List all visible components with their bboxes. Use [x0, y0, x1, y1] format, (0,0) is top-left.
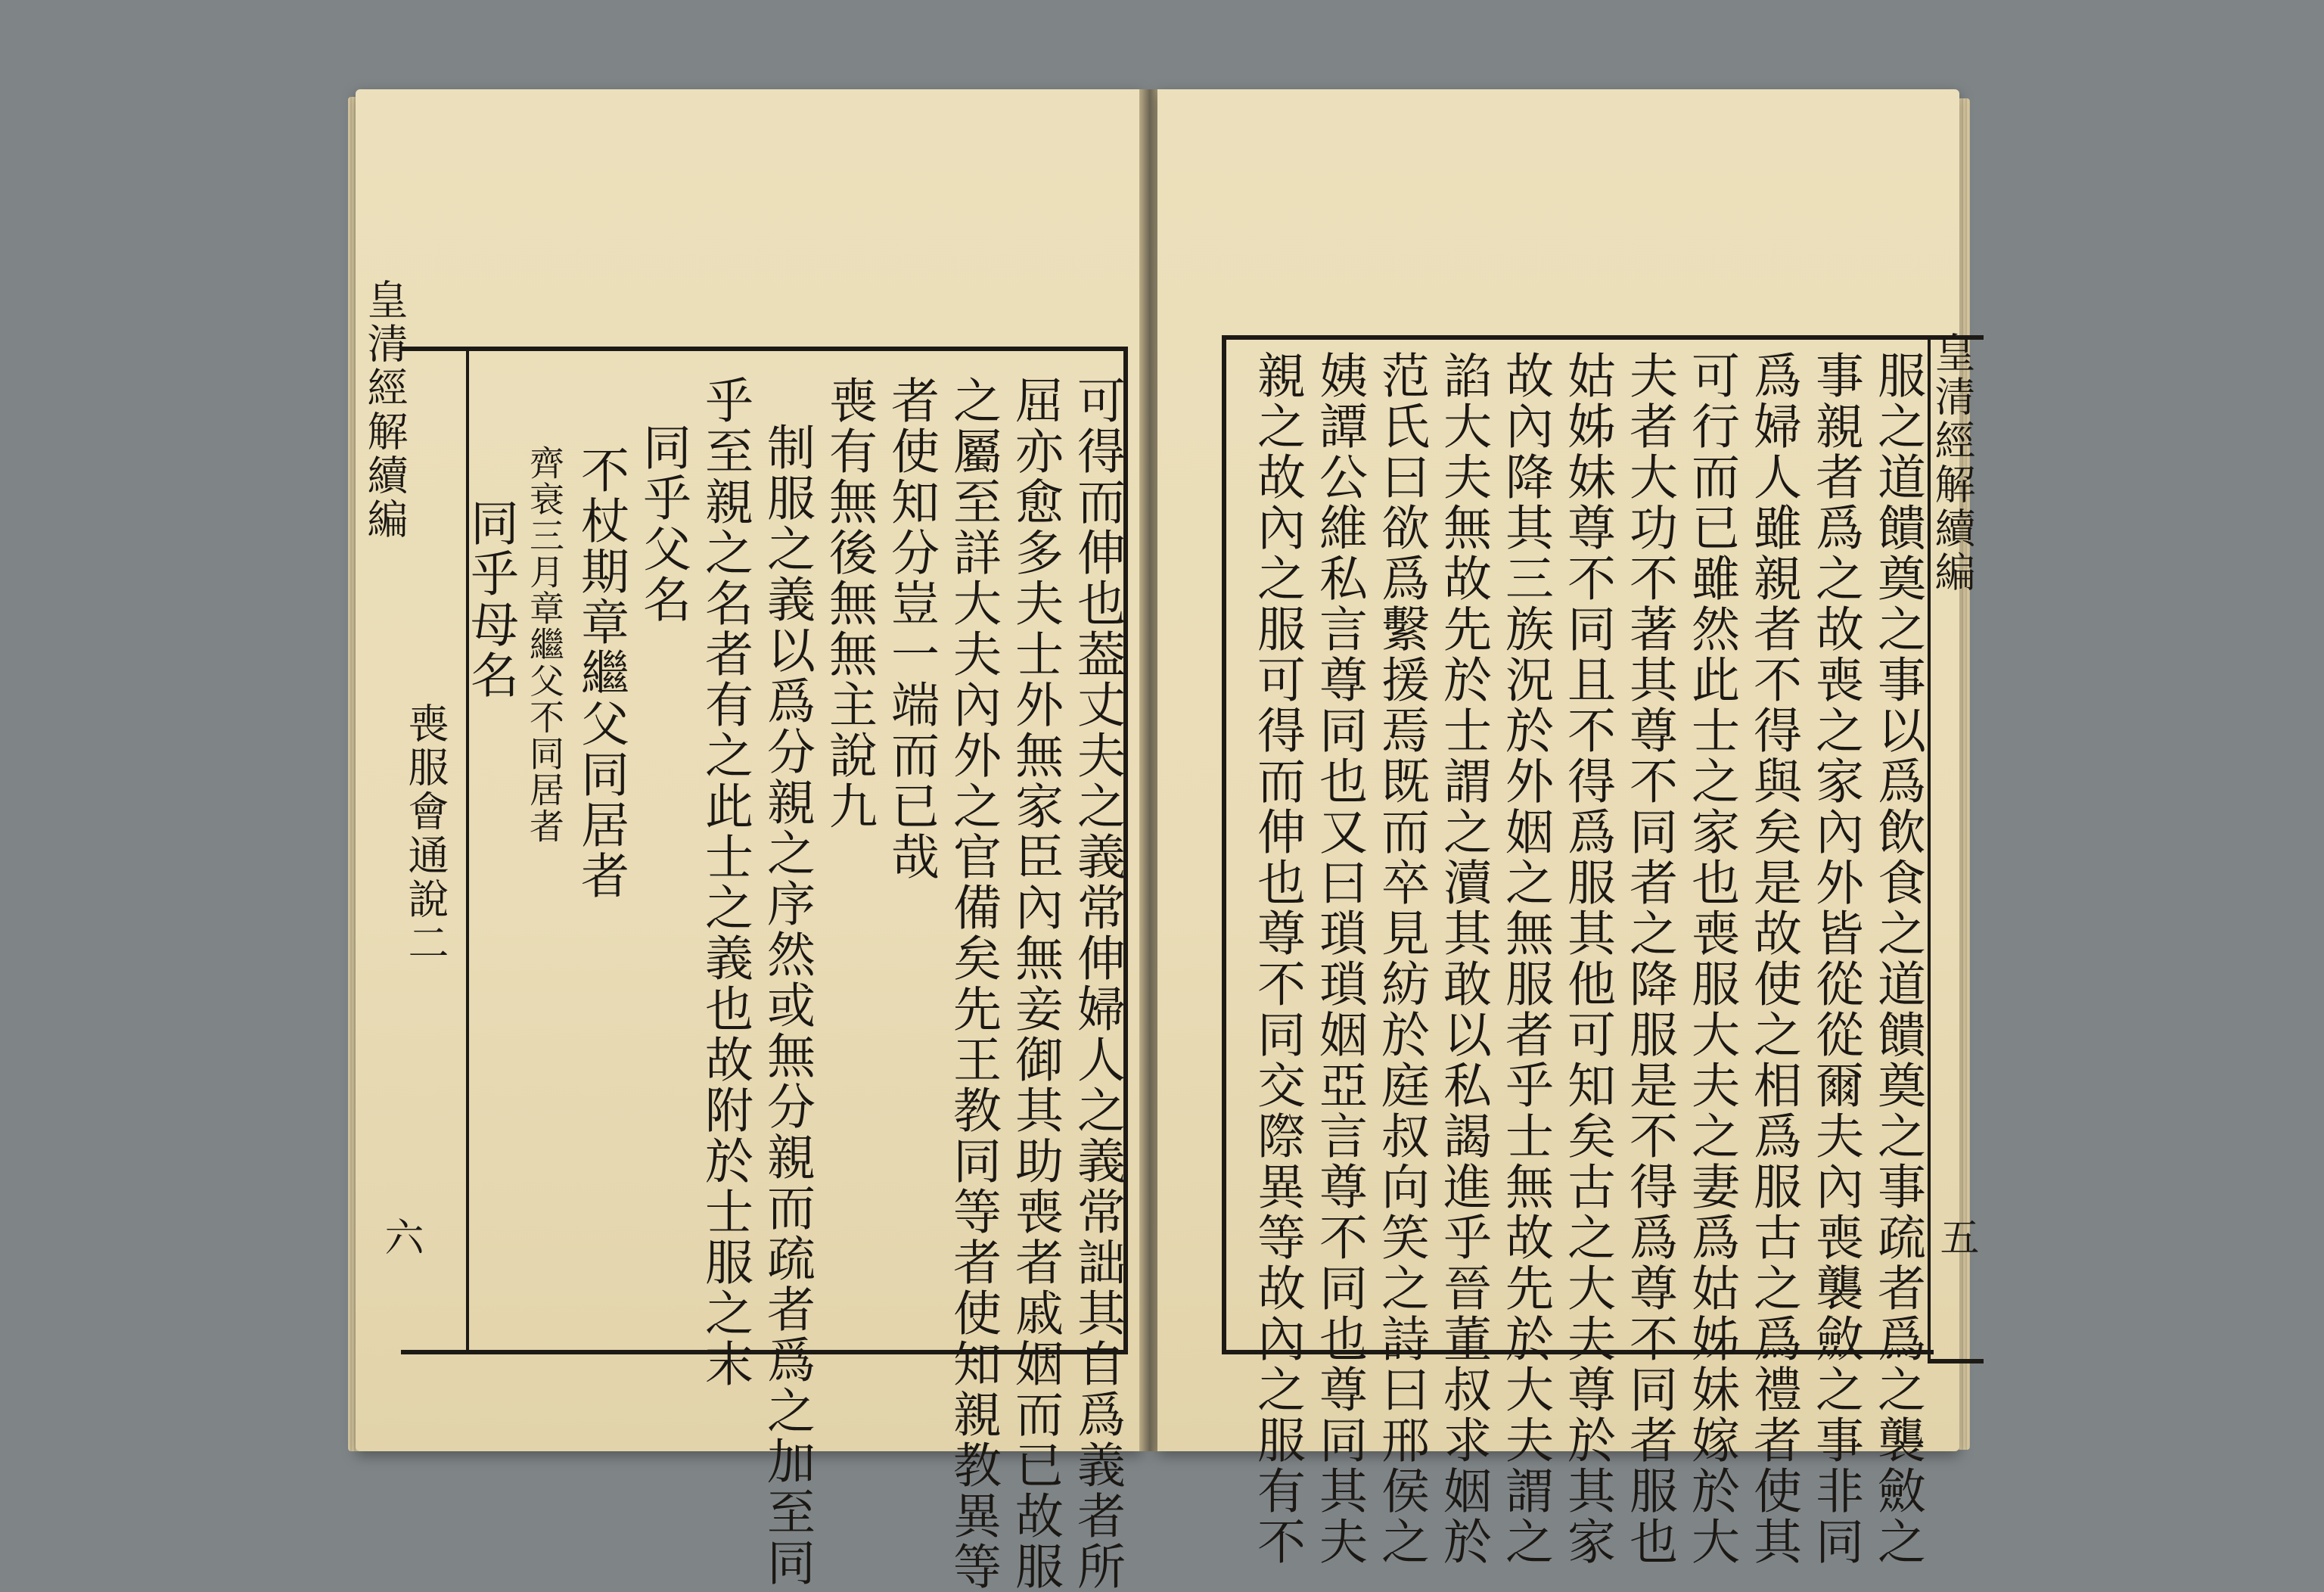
left-text-column-4: 者使知分豈一端而已哉: [883, 375, 939, 882]
right-text-column-5: 夫者大功不著其尊不同者之降服是不得爲尊不同者服也: [1621, 350, 1677, 1567]
right-text-column-1: 服之道饋奠之事以爲飲食之道饋奠之事疏者爲之襲斂之: [1869, 350, 1925, 1567]
left-section-title: 喪服會通說二: [402, 702, 449, 965]
open-book: [356, 89, 1978, 1592]
right-text-column-2: 事親者爲之故喪之家內外皆從從爾夫內喪襲斂之事非同: [1807, 350, 1863, 1567]
left-text-column-11: 同乎母名: [462, 498, 518, 701]
right-text-column-3: 爲婦人雖親者不得與矣是故使之相爲服古之爲禮者使其: [1745, 350, 1801, 1567]
left-text-column-5: 喪有無後無無主說九: [821, 375, 877, 832]
right-text-column-8: 諂大夫無故先於士謂之瀆其敢以私謁進乎晉董叔求姻於: [1435, 350, 1491, 1567]
left-margin-title: 皇清經解續編: [361, 278, 409, 542]
left-text-column-9: 不杖期章繼父同居者: [573, 445, 629, 901]
right-text-column-10: 姨譚公維私言尊同也又曰瑣瑣姻亞言尊不同也尊同其夫: [1311, 350, 1367, 1567]
right-text-column-6: 姑姊妹尊不同且不得爲服其他可知矣古之大夫尊於其家: [1559, 350, 1615, 1567]
left-text-column-7: 乎至親之名者有之此士之義也故附於士服之末: [697, 375, 753, 1389]
right-page: [1157, 89, 1978, 1567]
left-text-column-2: 屈亦愈多夫士外無家臣內無妾御其助喪者戚姻而已故服: [1007, 375, 1063, 1592]
left-text-column-8: 同乎父名: [635, 422, 691, 625]
left-text-column-10: 齊衰三月章繼父不同居者: [524, 445, 565, 844]
right-folio: 五: [1933, 1217, 1978, 1256]
left-folio: 六: [377, 1217, 423, 1256]
right-margin-title: 皇清經解續編: [1928, 331, 1976, 595]
right-text-column-11: 親之故內之服可得而伸也尊不同交際異等故內之服有不: [1249, 350, 1305, 1567]
right-text-column-4: 可行而已雖然此士之家也喪服大夫之妻爲姑姊妹嫁於大: [1683, 350, 1739, 1567]
right-text-column-7: 故內降其三族況於外姻之無服者乎士無故先於大夫謂之: [1497, 350, 1553, 1567]
left-text-column-3: 之屬至詳大夫內外之官備矣先王教同等者使知親教異等: [945, 375, 1001, 1592]
right-text-column-9: 范氏曰欲爲繫援焉既而卒見紡於庭叔向笑之詩曰邢侯之: [1373, 350, 1429, 1567]
left-text-column-6: 制服之義以爲分親之序然或無分親而疏者爲之加至同: [759, 422, 815, 1588]
left-text-column-1: 可得而伸也葢丈夫之義常伸婦人之義常詘其自爲義者所: [1069, 375, 1125, 1592]
left-page: [356, 89, 1142, 1592]
